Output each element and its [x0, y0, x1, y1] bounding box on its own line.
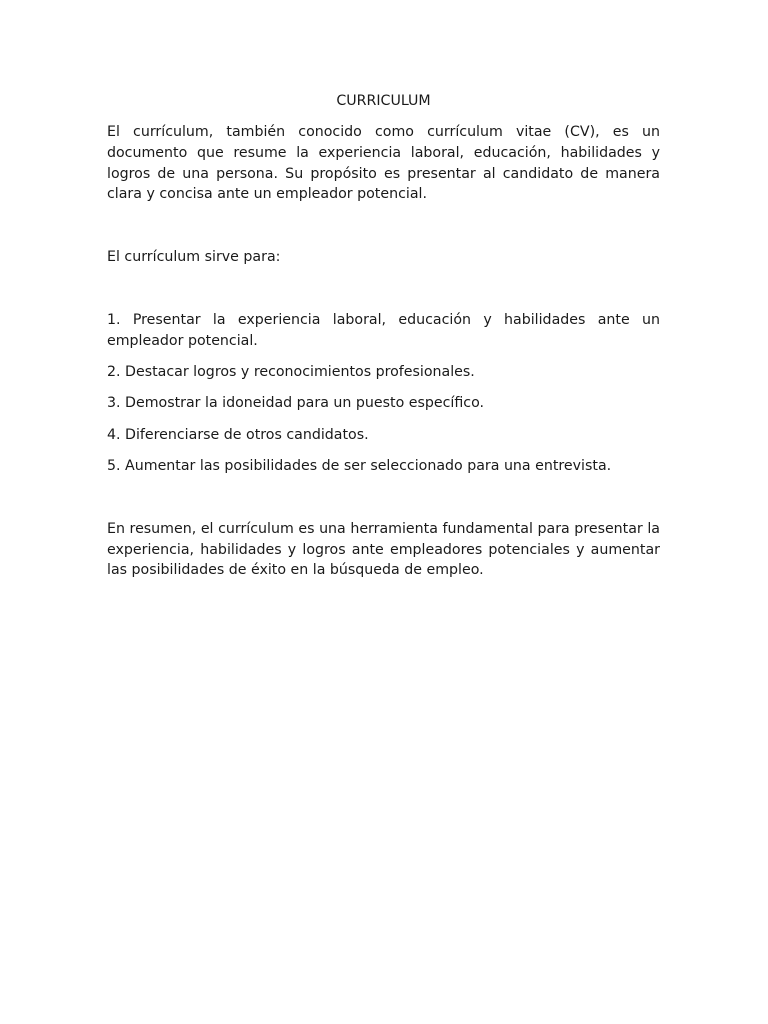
intro-paragraph: El currículum, también conocido como currículum vitae (CV), es un documento que resume la experiencia laboral, educación, habilidades y logros de una persona. Su propósito es presentar al candidato de manera clara y concisa ante un empleador potencial.	[107, 124, 660, 203]
list-item: 3. Demostrar la idoneidad para un puesto específico.	[107, 395, 485, 412]
purpose-list	[107, 310, 660, 477]
list-lead-paragraph: El currículum sirve para:	[107, 249, 281, 266]
summary-paragraph: En resumen, el currículum es una herramienta fundamental para presentar la experiencia, habilidades y logros ante empleadores potenciales y aumentar las posibilidades de éxito en la búsqueda de empleo.	[107, 520, 660, 579]
list-item: 5. Aumentar las posibilidades de ser seleccionado para una entrevista.	[107, 457, 612, 474]
list-item: 1. Presentar la experiencia laboral, educación y habilidades ante un empleador potencial.	[107, 311, 660, 349]
list-item: 2. Destacar logros y reconocimientos profesionales.	[107, 364, 475, 381]
list-item: 4. Diferenciarse de otros candidatos.	[107, 426, 369, 443]
document-title: CURRICULUM	[336, 93, 431, 109]
